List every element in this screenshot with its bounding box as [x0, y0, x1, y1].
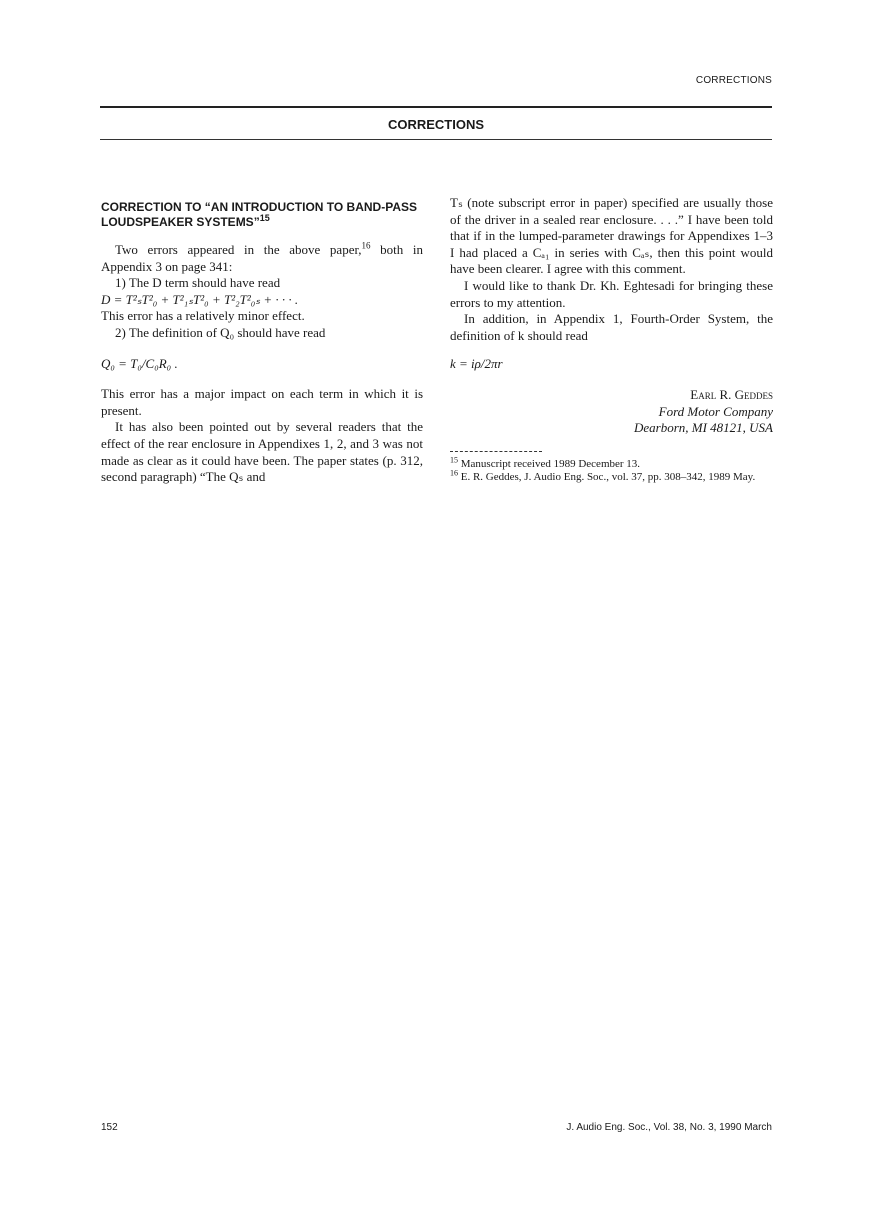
page-number: 152 [101, 1122, 118, 1133]
article-title: CORRECTION TO “AN INTRODUCTION TO BAND-PASS LOUDSPEAKER SYSTEMS”$^{15}$ [101, 200, 418, 229]
footnote-number: 16 [450, 468, 458, 478]
item-1: 1) The D term should have read [115, 275, 281, 291]
appendix-note-paragraph: In addition, in Appendix 1, Fourth-Order System, the definition of k should read [450, 311, 773, 343]
author-name: Earl R. Geddes [690, 386, 773, 402]
author-location: Dearborn, MI 48121, USA [633, 420, 773, 436]
item-2: 2) The definition of Q₀ should have read [115, 324, 326, 340]
footnote-16 [450, 468, 773, 484]
section-rule [100, 139, 772, 140]
major-impact-text: This error has a major impact on each term in which it is present. [101, 386, 423, 418]
journal-citation: J. Audio Eng. Soc., Vol. 38, No. 3, 1990 March [566, 1122, 772, 1133]
footnote-ref-16: 16 [361, 240, 371, 251]
left-column [101, 200, 423, 486]
author-organization: Ford Motor Company [658, 403, 773, 419]
running-head: CORRECTIONS [695, 75, 772, 86]
minor-effect-text: This error has a relatively minor effect. [101, 308, 305, 324]
equation-q0: Q₀ = T₀/C₀R₀ . [101, 355, 178, 371]
right-column [450, 195, 773, 484]
acknowledgment-paragraph: I would like to thank Dr. Kh. Eghtesadi for bringing these errors to my attention. [450, 277, 773, 310]
footnote-15 [450, 455, 773, 471]
title-footnote-ref: 15 [259, 213, 270, 223]
equation-k: k = iρ/2πr [450, 356, 503, 372]
footnote-text: Manuscript received 1989 December 13. [460, 457, 641, 470]
footnote-number: 15 [450, 455, 458, 465]
footnote-rule [450, 451, 542, 452]
top-rule [100, 106, 772, 108]
continuation-paragraph: Tₛ (note subscript error in paper) specified are usually those of the driver in a sealed rear enclosure. . . .” I have been told that if in the lumped-parameter drawings for Appendixes 1–3 I had placed a Cₐ₁ in series with Cₐₛ, then this point would have been clearer. I agree with this comment. [450, 195, 773, 277]
equation-d-term: D = T²ₛT²₀ + T²₁ₛT²₀ + T²₂T²₀ₛ + · · · . [101, 291, 299, 307]
rear-enclosure-paragraph: It has also been pointed out by several readers that the effect of the rear enclosure in Appendixes 1, 2, and 3 was not made as clear as it could have been. The paper states (p. 312, second paragraph) “The Qₛ and [101, 419, 423, 485]
section-title: CORRECTIONS [387, 117, 485, 132]
footnote-text: E. R. Geddes, J. Audio Eng. Soc., vol. 37, pp. 308–342, 1989 May. [460, 470, 756, 483]
intro-paragraph: Two errors appeared in the above paper,$^{16}$ both in Appendix 3 on page 341: [101, 240, 424, 274]
signature-block [450, 387, 773, 437]
